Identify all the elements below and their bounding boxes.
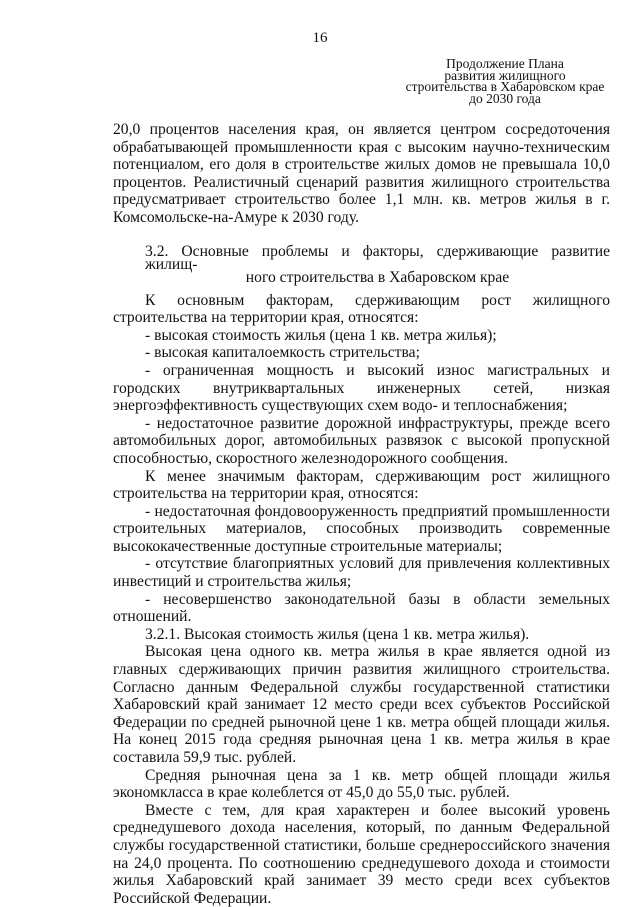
list-item: - несовершенство законодательной базы в области земельных отношений. [113,590,610,626]
section-heading [113,242,610,286]
list-item: - ограниченная мощность и высокий износ магистральных и городских внутриквартальных инженерных сетей, низкая энергоэффективность существующих схем водо- и теплоснабжения; [113,361,610,415]
paragraph: К основным факторам, сдерживающим рост жилищного строительства на территории края, относятся: [113,291,610,327]
list-item: - недостаточная фондовооруженность предприятий промышленности строительных материалов, способных производить современные высококачественные доступные строительные материалы; [113,502,610,555]
section-heading-line: 3.2. Основные проблемы и факторы, сдерживающие развитие жилищ- [145,242,610,273]
paragraph: К менее значимым факторам, сдерживающим рост жилищного строительства на территории края, относятся: [113,467,610,503]
paragraph: Высокая цена одного кв. метра жилья в крае является одной из главных сдерживающих причин развития жилищного строительства. Согласно данным Федеральной службы государственной статистики Хабаровский край занимает 12 место среди всех субъектов Российской Федерации по средней рыночной цене 1 кв. метра общей площади жилья. На конец 2015 года средняя рыночная цена 1 кв. метра жилья в крае составила 59,9 тыс. рублей. [113,643,610,766]
section-heading-line: ного строительства в Хабаровском крае [245,268,510,286]
page-number: 16 [312,30,328,46]
header-line: до 2030 года [469,90,541,106]
list-item: - отсутствие благоприятных условий для привлечения коллективных инвестиций и строительства жилья; [113,555,610,591]
header-line: развития жилищного [444,67,566,83]
subsection-heading: 3.2.1. Высокая стоимость жилья (цена 1 кв. метра жилья). [145,625,530,643]
header-line: Продолжение Плана [446,56,564,71]
list-item: - недостаточное развитие дорожной инфраструктуры, прежде всего автомобильных дорог, автомобильных развязок с высокой пропускной способностью, скоростного железнодорожного сообщения. [113,414,610,467]
list-item: - высокая стоимость жилья (цена 1 кв. метра жилья); [145,326,497,344]
paragraph: Средняя рыночная цена за 1 кв. метр общей площади жилья экономкласса в крае колеблется от 45,0 до 55,0 тыс. рублей. [113,766,610,802]
list-item: - высокая капиталоемкость стрительства; [145,344,420,362]
document-body [113,121,610,907]
header-line: строительства в Хабаровском крае [405,79,605,94]
paragraph: Вместе с тем, для края характерен и более высокий уровень среднедушевого дохода населения, который, по данным Федеральной службы государственной статистики, больше среднероссийского значения на 24,0 процента. По соотношению среднедушевого дохода и стоимости жилья Хабаровский край занимает 39 место среди всех субъектов Российской Федерации. [113,801,610,907]
running-header [405,58,605,104]
paragraph: 20,0 процентов населения края, он является центром сосредоточения обрабатывающей промышленности края с высоким научно-техническим потенциалом, его доля в строительстве жилых домов не превышала 10,0 процентов. Реалистичный сценарий развития жилищного строительства предусматривает строительство более 1,1 млн. кв. метров жилья в г. Комсомольске-на-Амуре к 2030 году. [113,121,610,226]
